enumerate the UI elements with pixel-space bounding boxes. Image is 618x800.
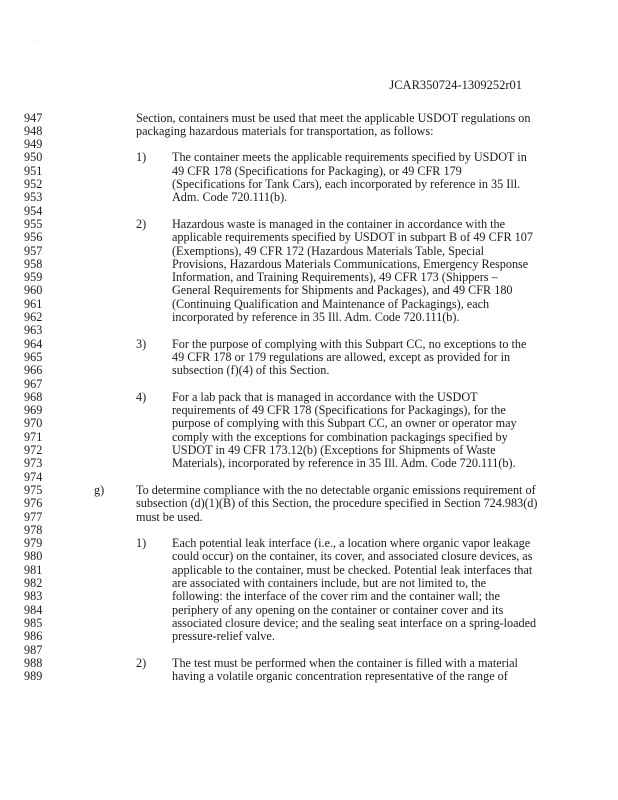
item-line: Hazardous waste is managed in the container in accordance with the — [172, 216, 505, 231]
item-line: The test must be performed when the container is filled with a material — [172, 655, 518, 670]
item-line: comply with the exceptions for combination packagings specified by — [172, 429, 508, 444]
item-line: Adm. Code 720.111(b). — [172, 190, 288, 205]
item-label: 3) — [136, 336, 147, 351]
item-line: General Requirements for Shipments and Packages), and 49 CFR 180 — [172, 283, 513, 298]
item-label: 1) — [136, 150, 147, 165]
item-line: Each potential leak interface (i.e., a location where organic vapor leakage — [172, 536, 531, 551]
line-number: 970 — [24, 416, 43, 431]
line-number: 974 — [24, 469, 43, 484]
item-line: (Continuing Qualification and Maintenance of Packagings), each — [172, 296, 490, 311]
item-line: applicable to the container, must be checked. Potential leak interfaces that — [172, 562, 533, 577]
item-label: 4) — [136, 389, 147, 404]
line-number: 972 — [24, 443, 43, 457]
line-number: 948 — [24, 123, 43, 138]
line-number: 947 — [24, 110, 43, 125]
item-line: are associated with containers include, but are not limited to, the — [172, 576, 487, 590]
intro-line: packaging hazardous materials for transportation, as follows: — [136, 123, 434, 138]
item-line: applicable requirements specified by USDOT in subpart B of 49 CFR 107 — [172, 230, 533, 245]
line-number: 989 — [24, 669, 43, 684]
item-line: associated closure device; and the sealing seat interface on a spring-loaded — [172, 615, 537, 630]
item-line: USDOT in 49 CFR 173.12(b) (Exceptions for Shipments of Waste — [172, 443, 496, 457]
item-line: For a lab pack that is managed in accordance with the USDOT — [172, 389, 478, 404]
line-number: 965 — [24, 349, 43, 364]
item-line: Provisions, Hazardous Materials Communications, Emergency Response — [172, 256, 529, 271]
line-number: 980 — [24, 549, 43, 564]
item-label: 2) — [136, 655, 147, 670]
section-line: subsection (d)(1)(B) of this Section, the procedure specified in Section 724.983(d) — [136, 496, 538, 511]
line-number: 976 — [24, 496, 43, 511]
item-line: For the purpose of complying with this Subpart CC, no exceptions to the — [172, 336, 527, 351]
line-number: 979 — [24, 536, 43, 551]
line-number: 958 — [24, 256, 43, 271]
line-number: 984 — [24, 602, 43, 617]
section-line: To determine compliance with the no detectable organic emissions requirement of — [136, 482, 536, 497]
line-number: 952 — [24, 177, 43, 191]
scan-mark: · · — [34, 38, 41, 46]
line-number: 985 — [24, 615, 43, 630]
item-label: 2) — [136, 216, 147, 231]
line-number: 963 — [24, 323, 43, 338]
line-number: 953 — [24, 190, 43, 205]
line-number: 983 — [24, 589, 43, 604]
line-number: 969 — [24, 403, 43, 418]
line-number: 954 — [24, 203, 43, 218]
line-number: 977 — [24, 509, 43, 524]
line-number: 975 — [24, 482, 43, 497]
item-label: 1) — [136, 536, 147, 551]
item-line: 49 CFR 178 (Specifications for Packaging), or 49 CFR 179 — [172, 163, 462, 178]
item-line: could occur) on the container, its cover, and associated closure devices, as — [172, 549, 533, 564]
line-number: 971 — [24, 429, 43, 444]
line-number: 981 — [24, 562, 43, 577]
item-line: 49 CFR 178 or 179 regulations are allowed, except as provided for in — [172, 349, 511, 364]
item-line: periphery of any opening on the container or container cover and its — [172, 602, 504, 617]
item-line: Information, and Training Requirements), 49 CFR 173 (Shippers – — [172, 270, 498, 285]
line-number: 978 — [24, 522, 43, 537]
line-number: 987 — [24, 642, 43, 657]
intro-line: Section, containers must be used that meet the applicable USDOT regulations on — [136, 110, 531, 125]
line-number: 949 — [24, 137, 43, 152]
item-line: (Specifications for Tank Cars), each incorporated by reference in 35 Ill. — [172, 177, 521, 191]
item-line: having a volatile organic concentration representative of the range of — [172, 669, 508, 684]
line-number: 951 — [24, 163, 43, 178]
item-line: incorporated by reference in 35 Ill. Adm. Code 720.111(b). — [172, 310, 460, 324]
line-number: 967 — [24, 376, 43, 391]
item-line: following: the interface of the cover rim and the container wall; the — [172, 589, 500, 604]
line-number: 957 — [24, 243, 43, 258]
line-number: 959 — [24, 270, 43, 285]
line-number: 968 — [24, 389, 43, 404]
line-number: 964 — [24, 336, 43, 351]
item-line: requirements of 49 CFR 178 (Specifications for Packagings), for the — [172, 403, 506, 418]
item-line: Materials), incorporated by reference in 35 Ill. Adm. Code 720.111(b). — [172, 456, 516, 471]
item-line: subsection (f)(4) of this Section. — [172, 363, 330, 378]
line-number: 960 — [24, 283, 43, 298]
line-number: 973 — [24, 456, 43, 471]
line-number: 955 — [24, 216, 43, 231]
item-line: The container meets the applicable requirements specified by USDOT in — [172, 150, 527, 165]
line-number: 956 — [24, 230, 43, 245]
line-number: 988 — [24, 655, 43, 670]
item-line: pressure-relief valve. — [172, 629, 275, 644]
line-number: 982 — [24, 576, 43, 590]
line-number: 986 — [24, 629, 43, 644]
item-line: purpose of complying with this Subpart CC, an owner or operator may — [172, 416, 517, 431]
line-number: 962 — [24, 310, 43, 324]
item-line: (Exemptions), 49 CFR 172 (Hazardous Materials Table, Special — [172, 243, 485, 258]
line-number: 950 — [24, 150, 43, 165]
line-number: 966 — [24, 363, 43, 378]
section-line: must be used. — [136, 509, 203, 524]
document-id: JCAR350724-1309252r01 — [389, 78, 522, 92]
line-number: 961 — [24, 296, 43, 311]
section-label: g) — [94, 482, 105, 497]
